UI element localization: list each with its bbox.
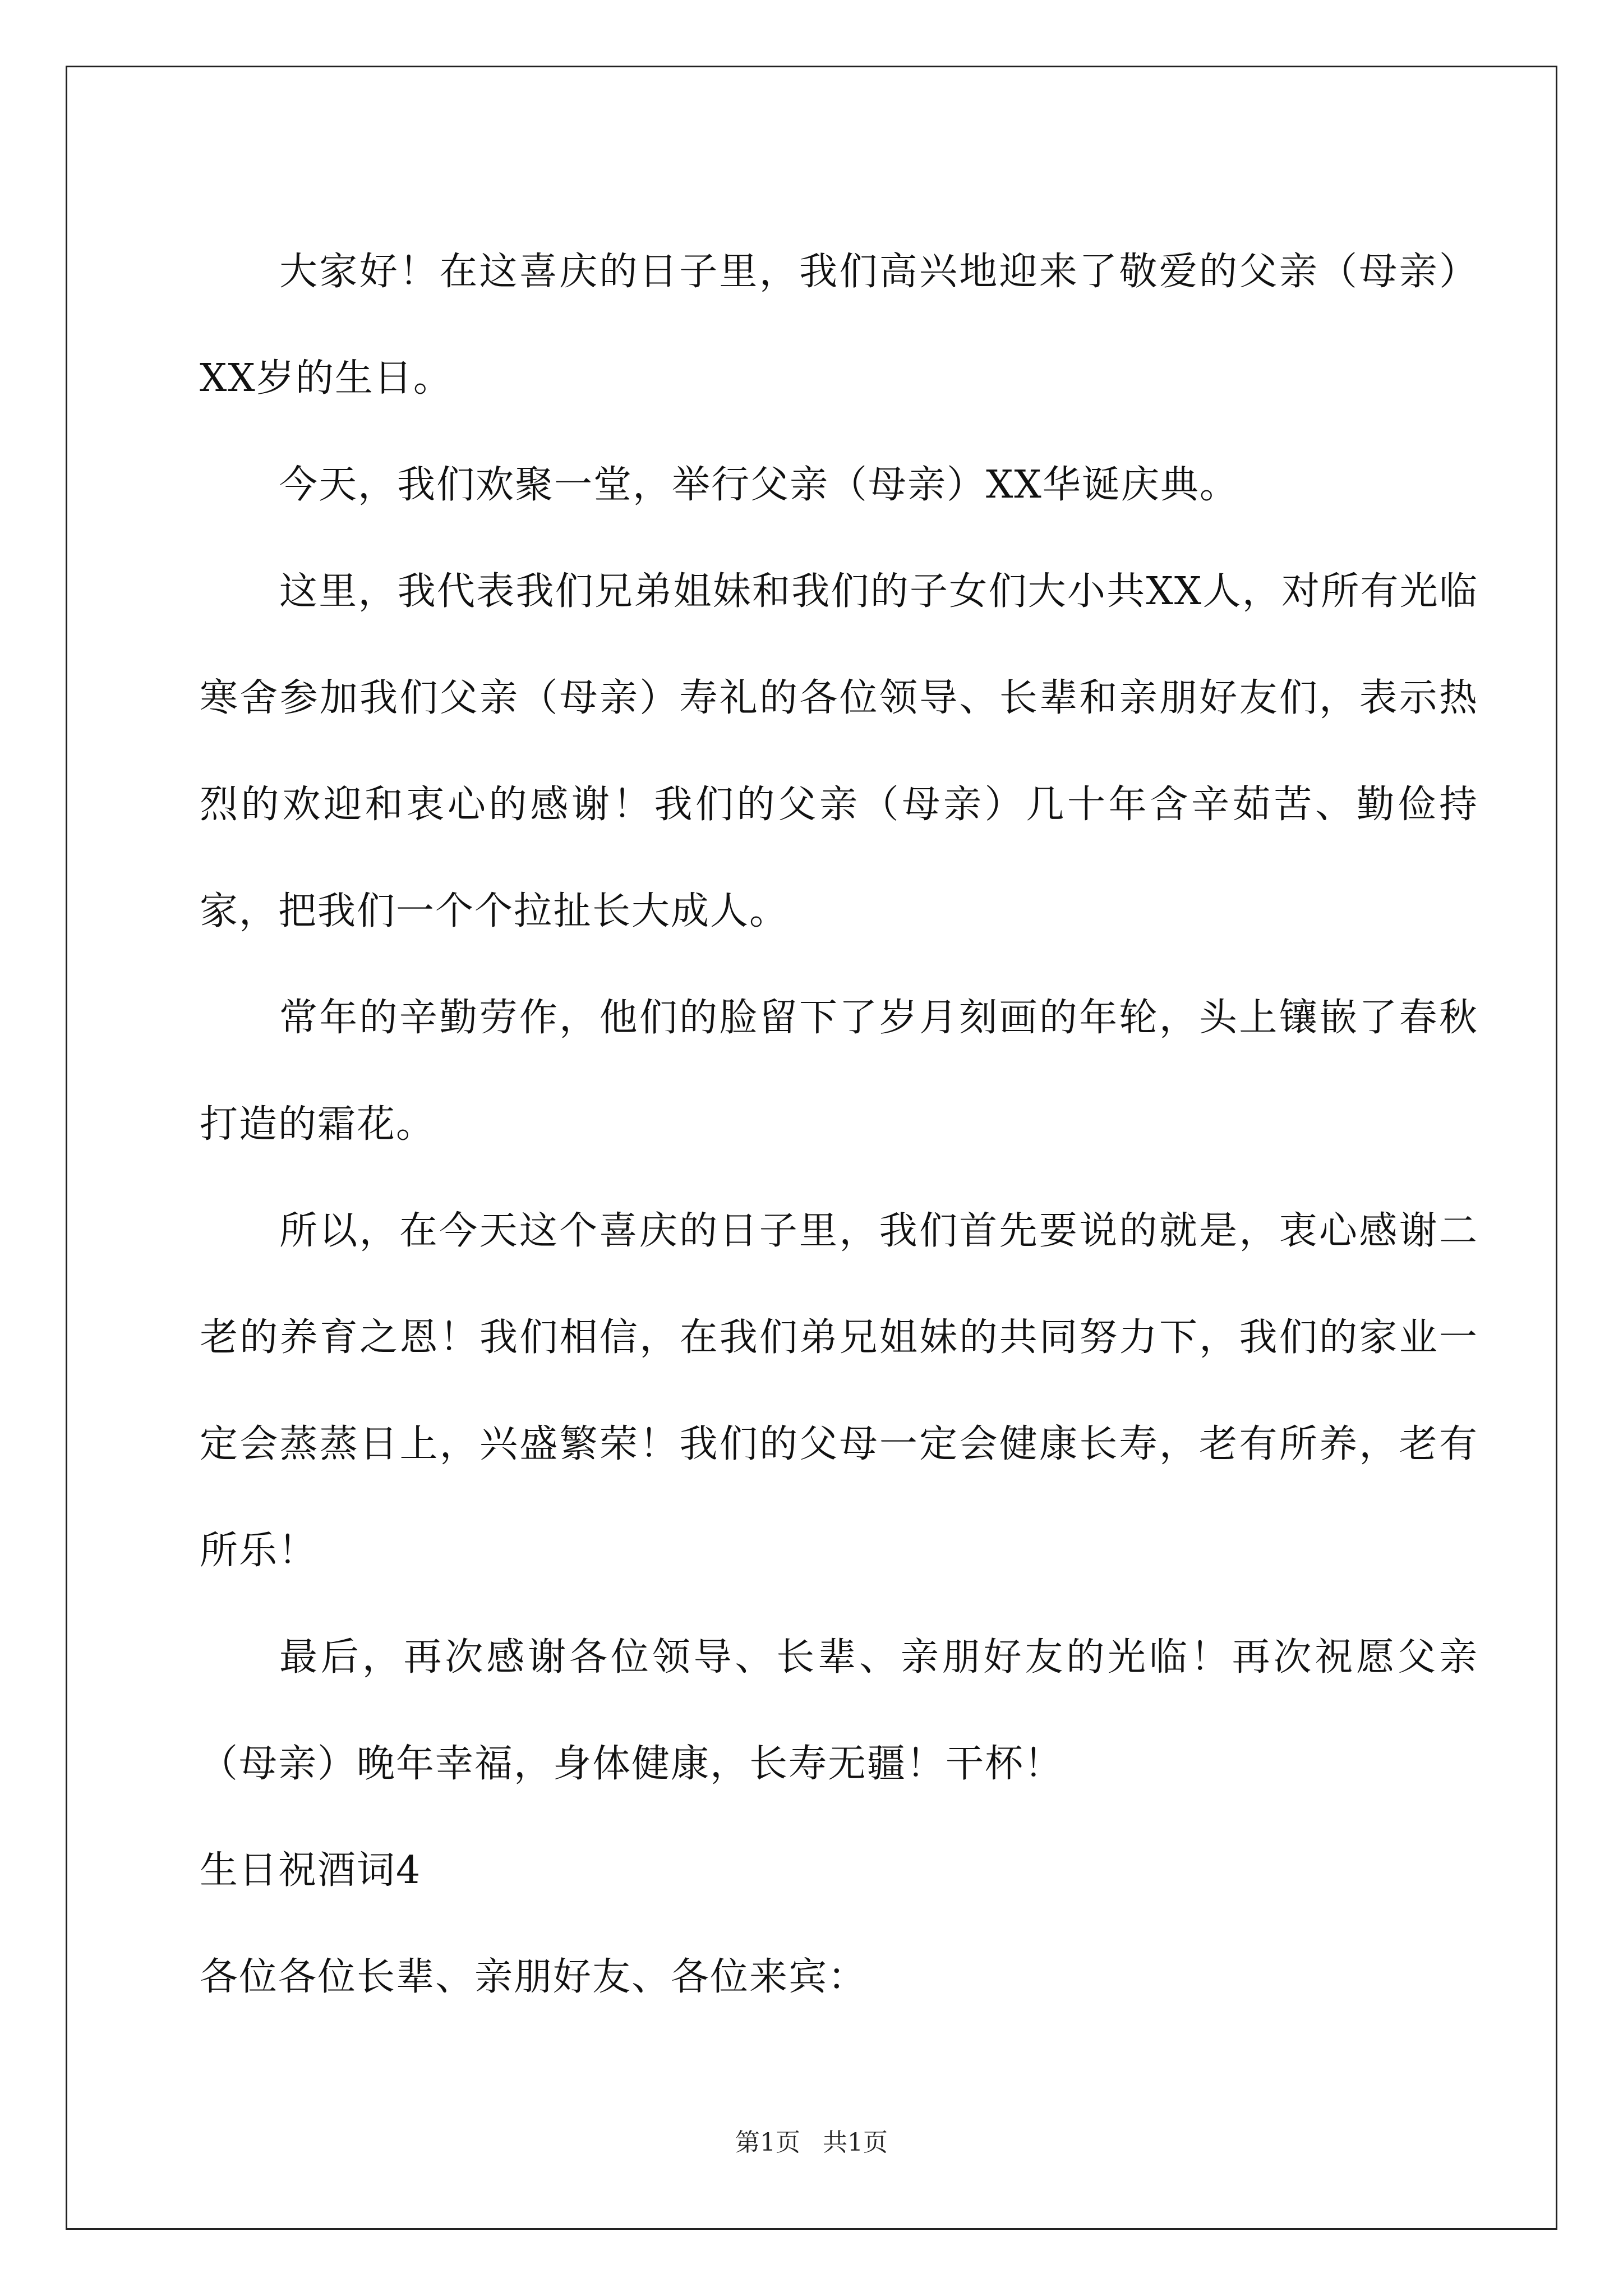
paragraph-birthday-greeting: 大家好！在这喜庆的日子里，我们高兴地迎来了敬爱的父亲（母亲）XX岁的生日。 [200,250,1478,401]
page-total: 共1页 [823,2128,888,2157]
paragraph-celebration: 今天，我们欢聚一堂，举行父亲（母亲）XX华诞庆典。 [279,463,1239,507]
paragraph-salutation: 各位各位长辈、亲朋好友、各位来宾： [200,1955,868,1999]
paragraph-hard-work: 常年的辛勤劳作，他们的脸留下了岁月刻画的年轮，头上镶嵌了春秋打造的霜花。 [200,996,1478,1147]
paragraph-toast: 最后，再次感谢各位领导、长辈、亲朋好友的光临！再次祝愿父亲（母亲）晚年幸福，身体健康，长寿无疆！干杯！ [200,1635,1478,1786]
page-number: 第1页 [735,2128,800,2157]
document-body [200,219,1478,2031]
section-heading: 生日祝酒词4 [200,1848,422,1893]
paragraph-gratitude: 所以，在今天这个喜庆的日子里，我们首先要说的就是，衷心感谢二老的养育之恩！我们相信，在我们弟兄姐妹的共同努力下，我们的家业一定会蒸蒸日上，兴盛繁荣！我们的父母一定会健康长寿，老有所养，老有所乐！ [200,1209,1478,1573]
paragraph-thanks: 这里，我代表我们兄弟姐妹和我们的子女们大小共XX人，对所有光临寒舍参加我们父亲（母亲）寿礼的各位领导、长辈和亲朋好友们，表示热烈的欢迎和衷心的感谢！我们的父亲（母亲）几十年含辛茹苦、勤俭持家，把我们一个个拉扯长大成人。 [200,569,1478,933]
page-footer [0,2126,1623,2160]
